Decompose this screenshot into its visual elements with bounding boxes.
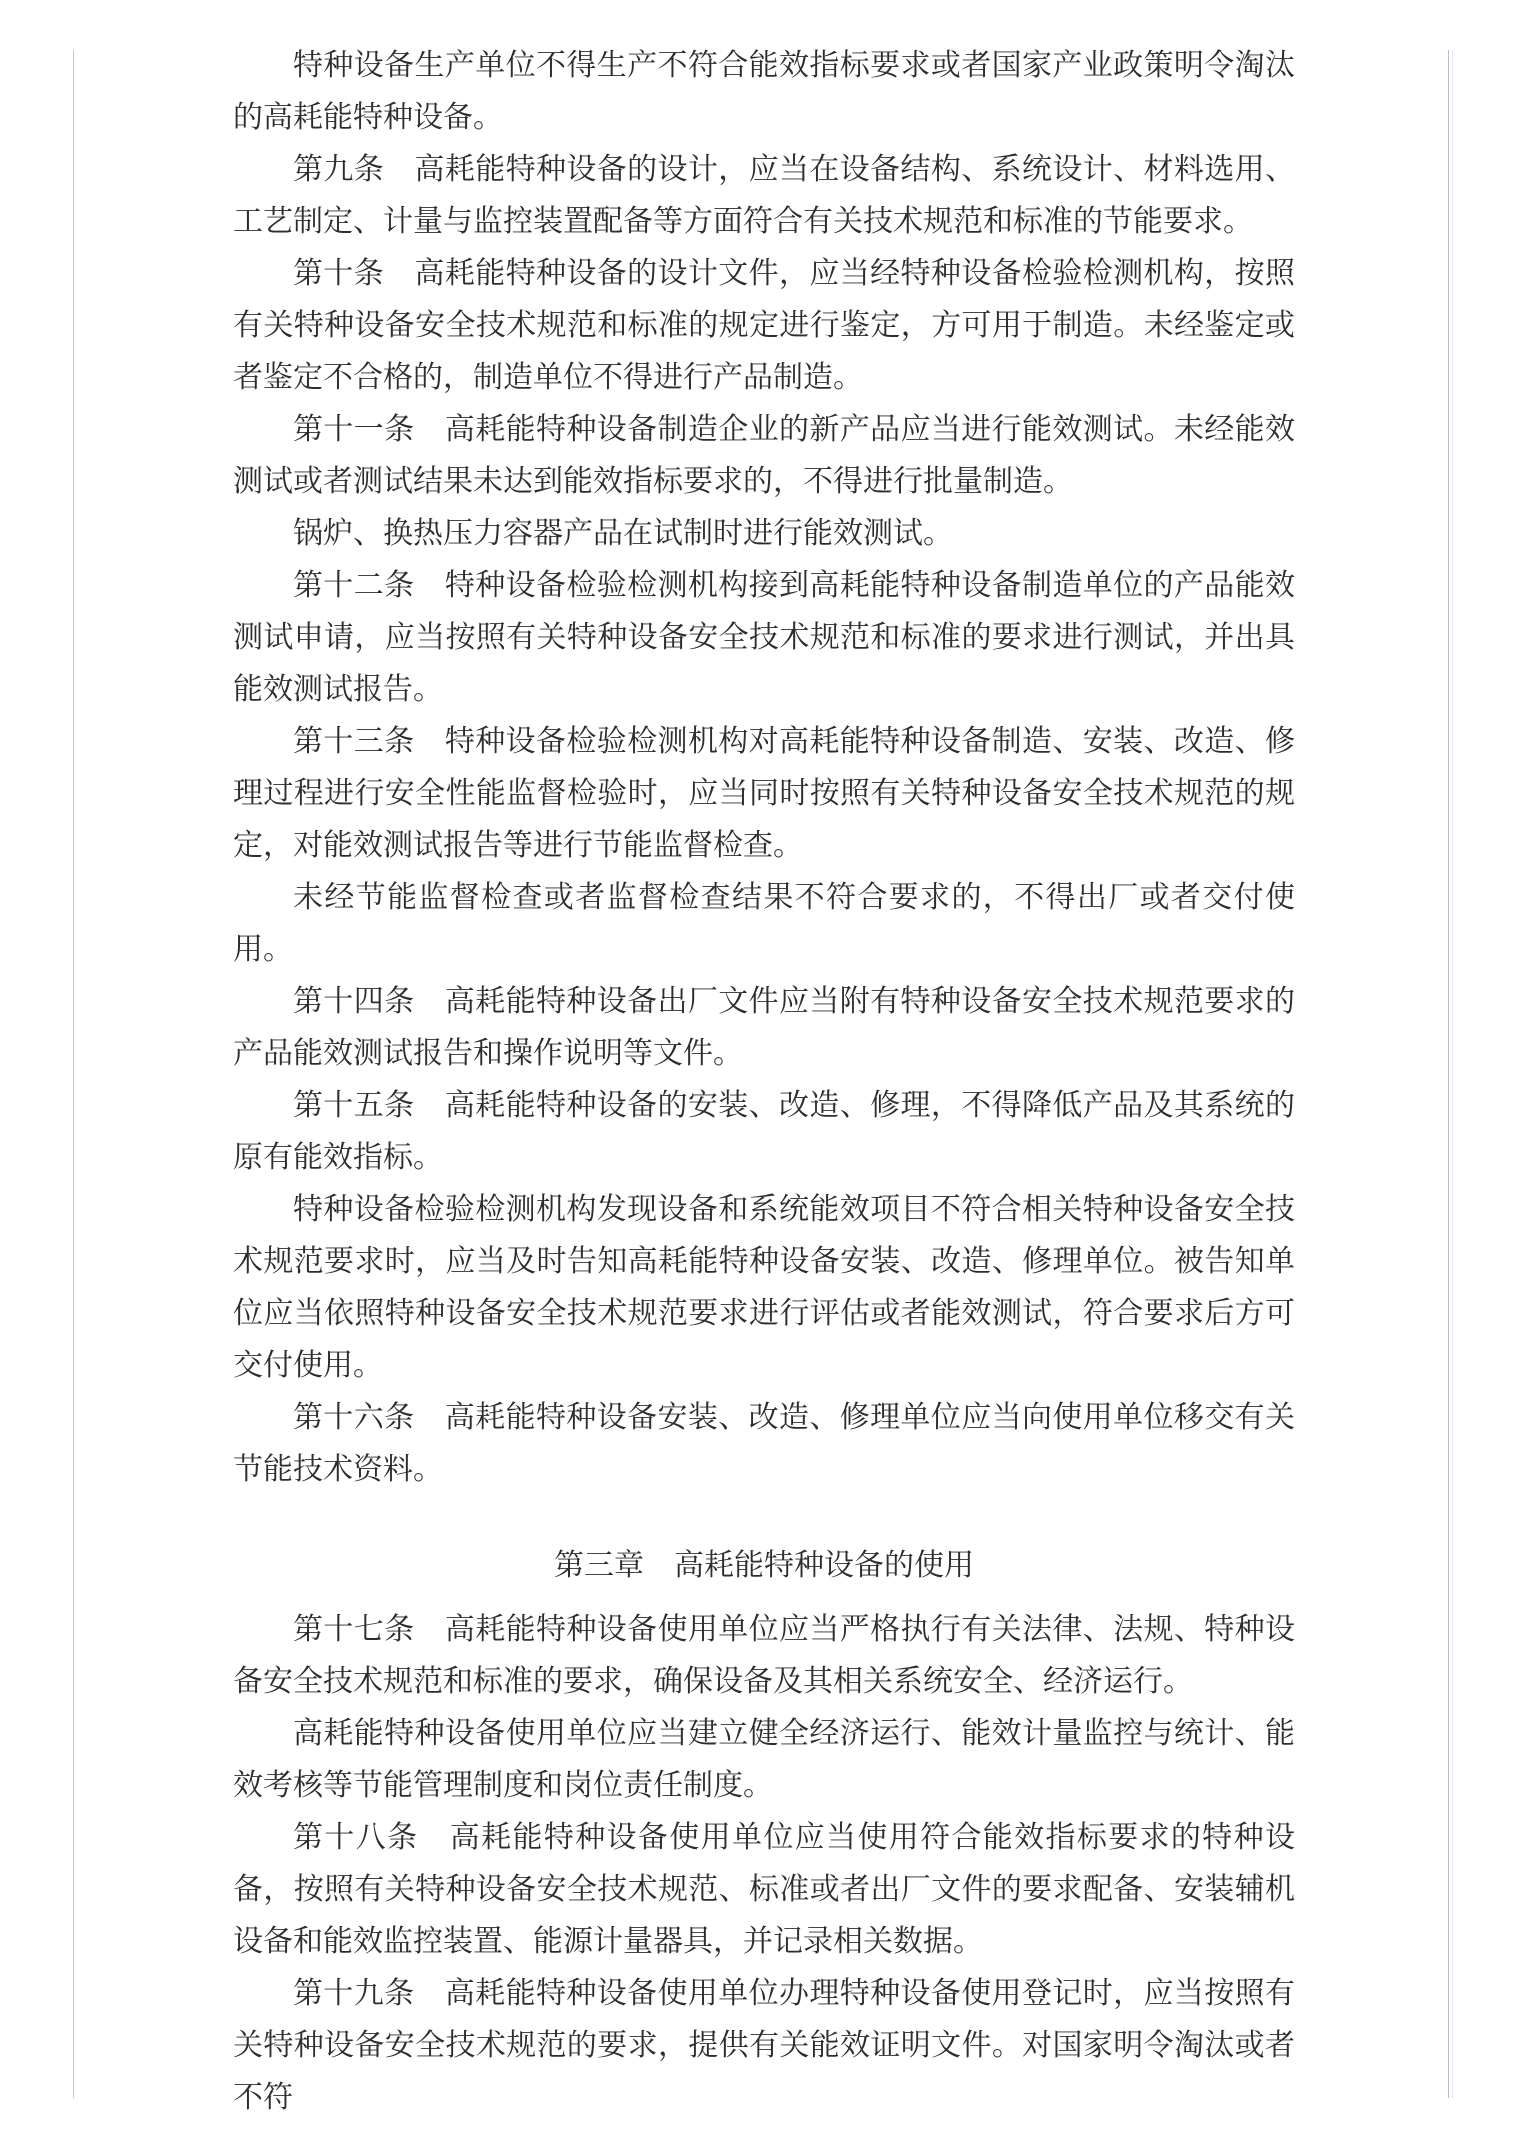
page-right-edge-line <box>1448 50 1449 2098</box>
paragraph: 第十三条 特种设备检验检测机构对高耗能特种设备制造、安装、改造、修理过程进行安全性能监督检验时，应当同时按照有关特种设备安全技术规范的规定，对能效测试报告等进行节能监督检查。 <box>233 725 1295 862</box>
paragraph: 锅炉、换热压力容器产品在试制时进行能效测试。 <box>293 517 953 550</box>
paragraph: 第十条 高耗能特种设备的设计文件，应当经特种设备检验检测机构，按照有关特种设备安全技术规范和标准的规定进行鉴定，方可用于制造。未经鉴定或者鉴定不合格的，制造单位不得进行产品制造。 <box>233 257 1295 394</box>
paragraph: 第十六条 高耗能特种设备安装、改造、修理单位应当向使用单位移交有关节能技术资料。 <box>233 1401 1295 1486</box>
paragraph: 未经节能监督检查或者监督检查结果不符合要求的，不得出厂或者交付使用。 <box>233 881 1295 966</box>
paragraph: 特种设备检验检测机构发现设备和系统能效项目不符合相关特种设备安全技术规范要求时，应当及时告知高耗能特种设备安装、改造、修理单位。被告知单位应当依照特种设备安全技术规范要求进行评估或者能效测试，符合要求后方可交付使用。 <box>233 1193 1295 1382</box>
paragraph: 第九条 高耗能特种设备的设计，应当在设备结构、系统设计、材料选用、工艺制定、计量与监控装置配备等方面符合有关技术规范和标准的节能要求。 <box>233 153 1295 238</box>
paragraph: 第十四条 高耗能特种设备出厂文件应当附有特种设备安全技术规范要求的产品能效测试报告和操作说明等文件。 <box>233 985 1295 1070</box>
page-right-edge-shadow <box>1452 50 1453 2098</box>
page-left-edge-line <box>73 50 74 2098</box>
document-body-text <box>233 40 1295 2124</box>
paragraph: 第十二条 特种设备检验检测机构接到高耗能特种设备制造单位的产品能效测试申请，应当按照有关特种设备安全技术规范和标准的要求进行测试，并出具能效测试报告。 <box>233 569 1295 706</box>
paragraph: 第十九条 高耗能特种设备使用单位办理特种设备使用登记时，应当按照有关特种设备安全技术规范的要求，提供有关能效证明文件。对国家明令淘汰或者不符 <box>233 1977 1295 2114</box>
chapter-heading: 第三章 高耗能特种设备的使用 <box>554 1549 974 1582</box>
paragraph: 第十八条 高耗能特种设备使用单位应当使用符合能效指标要求的特种设备，按照有关特种设备安全技术规范、标准或者出厂文件的要求配备、安装辅机设备和能效监控装置、能源计量器具，并记录相关数据。 <box>233 1821 1295 1958</box>
paragraph: 第十五条 高耗能特种设备的安装、改造、修理，不得降低产品及其系统的原有能效指标。 <box>233 1089 1295 1174</box>
paragraph: 第十一条 高耗能特种设备制造企业的新产品应当进行能效测试。未经能效测试或者测试结果未达到能效指标要求的，不得进行批量制造。 <box>233 413 1295 498</box>
paragraph: 高耗能特种设备使用单位应当建立健全经济运行、能效计量监控与统计、能效考核等节能管理制度和岗位责任制度。 <box>233 1717 1295 1802</box>
paragraph: 第十七条 高耗能特种设备使用单位应当严格执行有关法律、法规、特种设备安全技术规范和标准的要求，确保设备及其相关系统安全、经济运行。 <box>233 1613 1295 1698</box>
paragraph: 特种设备生产单位不得生产不符合能效指标要求或者国家产业政策明令淘汰的高耗能特种设备。 <box>233 49 1295 134</box>
